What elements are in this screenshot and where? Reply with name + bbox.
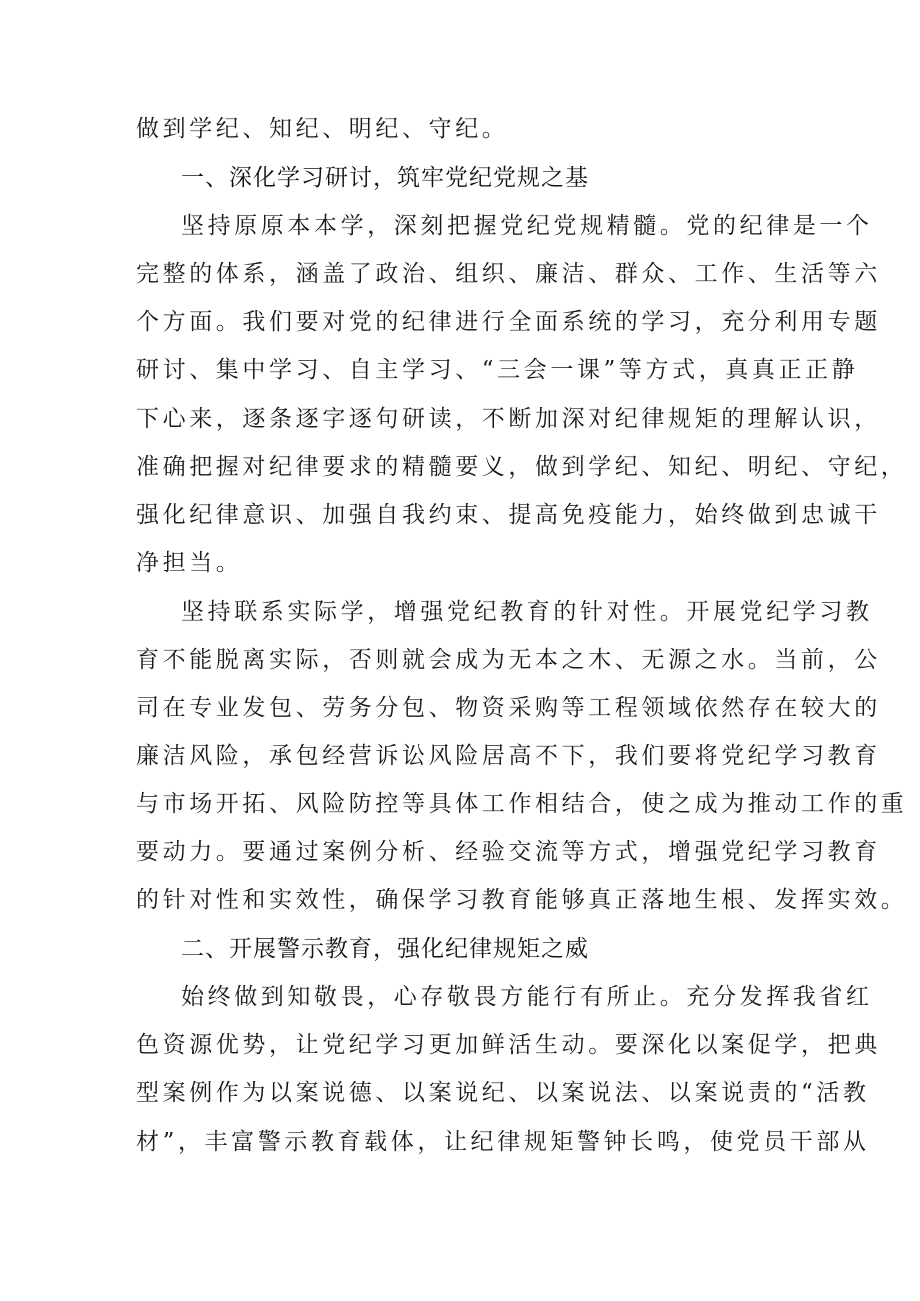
paragraph-line: 廉洁风险，承包经营诉讼风险居高不下，我们要将党纪学习教育 [136,743,881,769]
section-heading-1: 一、深化学习研讨，筑牢党纪党规之基 [181,165,589,191]
paragraph-line: 个方面。我们要对党的纪律进行全面系统的学习，充分利用专题 [136,309,881,335]
paragraph-line: 坚持原原本本学，深刻把握党纪党规精髓。党的纪律是一个 [181,213,873,239]
paragraph-line: 完整的体系，涵盖了政治、组织、廉洁、群众、工作、生活等六 [136,261,881,287]
paragraph-line: 研讨、集中学习、自主学习、“三会一课”等方式，真真正正静 [136,357,859,383]
paragraph-line: 司在专业发包、劳务分包、物资采购等工程领域依然存在较大的 [136,695,881,721]
paragraph-line: 的针对性和实效性，确保学习教育能够真正落地生根、发挥实效。 [136,887,908,913]
section-heading-2: 二、开展警示教育，强化纪律规矩之威 [181,936,589,962]
paragraph-line: 准确把握对纪律要求的精髓要义，做到学纪、知纪、明纪、守纪， [136,454,908,480]
paragraph-line: 做到学纪、知纪、明纪、守纪。 [136,116,509,142]
paragraph-line: 始终做到知敬畏，心存敬畏方能行有所止。充分发挥我省红 [181,984,873,1010]
paragraph-line: 净担当。 [136,550,243,576]
paragraph-line: 育不能脱离实际，否则就会成为无本之木、无源之水。当前，公 [136,647,881,673]
paragraph-line: 色资源优势，让党纪学习更加鲜活生动。要深化以案促学，把典 [136,1032,881,1058]
paragraph-line: 下心来，逐条逐字逐句研读，不断加深对纪律规矩的理解认识， [136,406,881,432]
paragraph-line: 型案例作为以案说德、以案说纪、以案说法、以案说责的“活教 [136,1080,870,1106]
paragraph-line: 强化纪律意识、加强自我约束、提高免疫能力，始终做到忠诚干 [136,502,881,528]
paragraph-line: 与市场开拓、风险防控等具体工作相结合，使之成为推动工作的重 [136,791,908,817]
paragraph-line: 要动力。要通过案例分析、经验交流等方式，增强党纪学习教育 [136,839,881,865]
paragraph-line: 坚持联系实际学，增强党纪教育的针对性。开展党纪学习教 [181,599,873,625]
paragraph-line: 材”，丰富警示教育载体，让纪律规矩警钟长鸣，使党员干部从 [136,1129,870,1155]
